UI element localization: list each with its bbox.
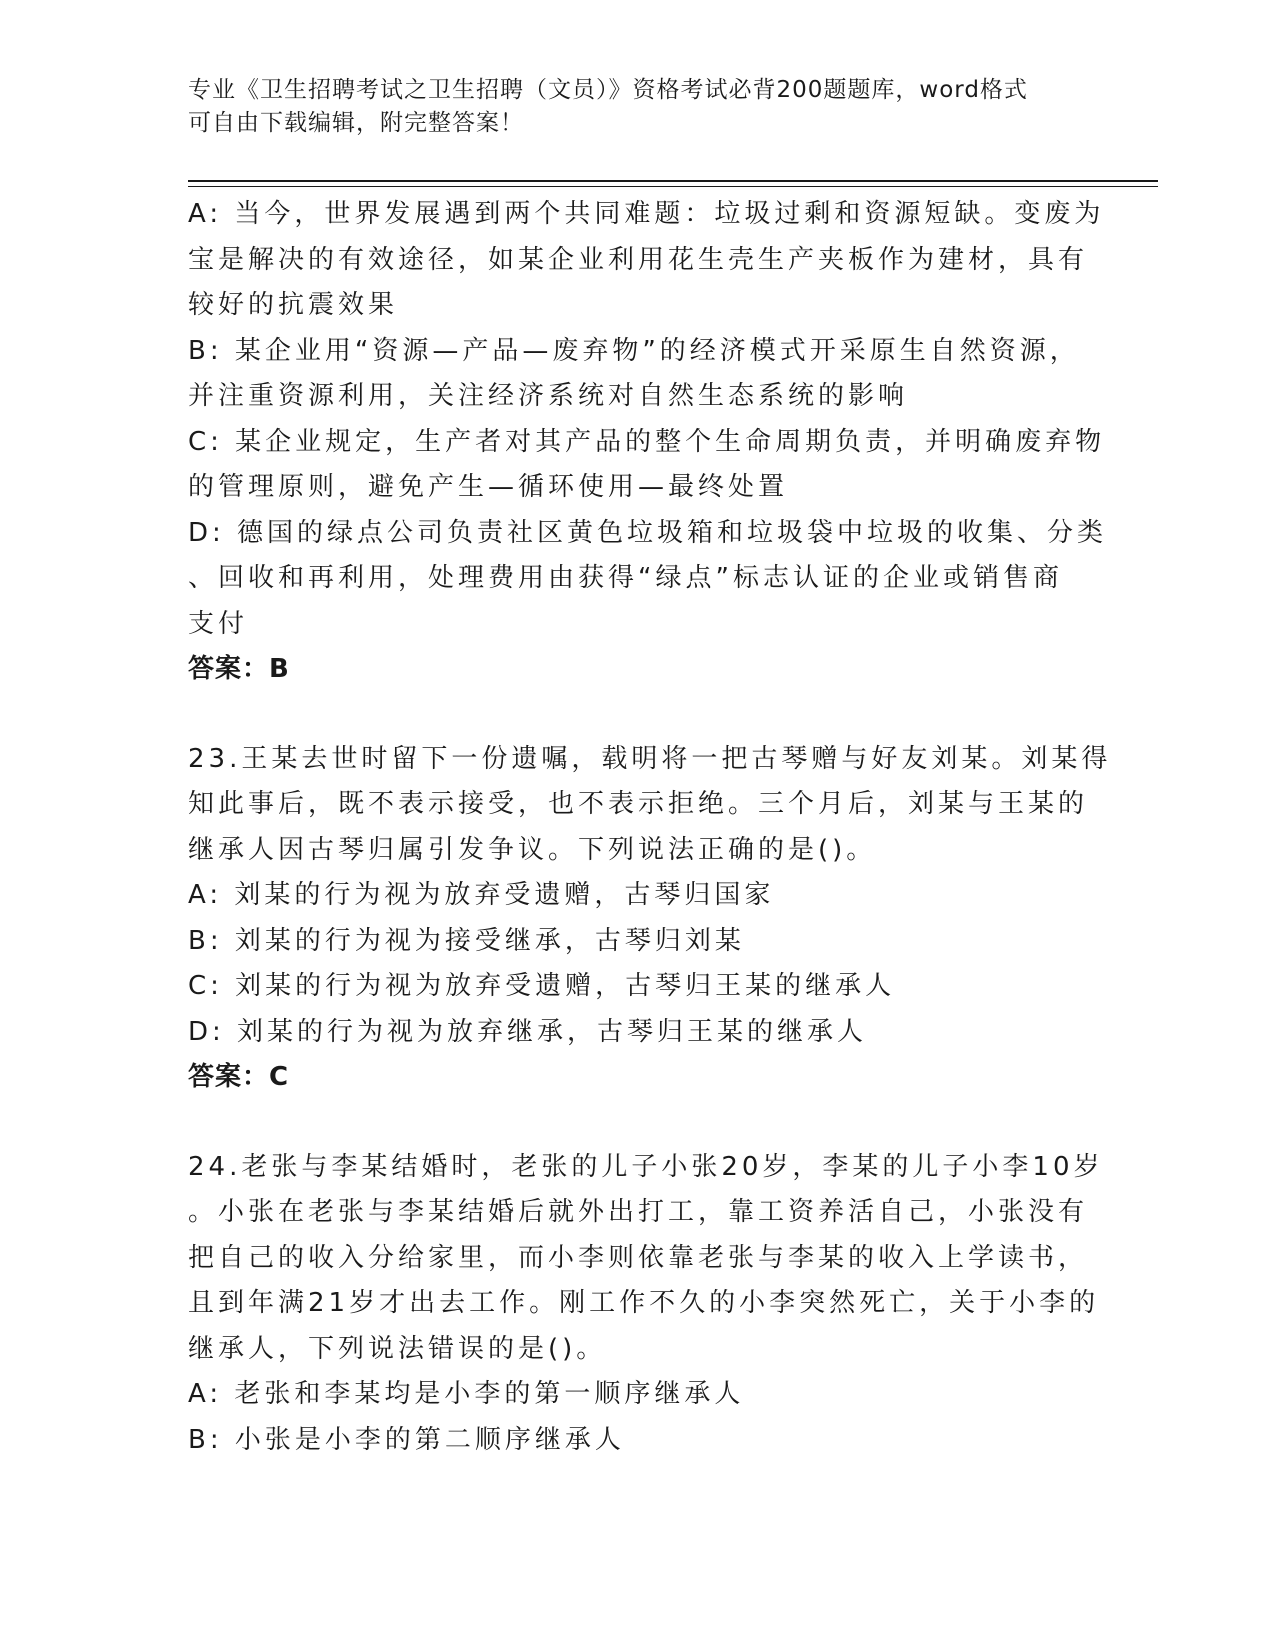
question-stem-line-2: 。小张在老张与李某结婚后就外出打工，靠工资养活自己，小张没有: [188, 1197, 1089, 1227]
question-23: [188, 737, 1112, 1101]
option-c: C: 刘某的行为视为放弃受遗赠，古琴归王某的继承人: [188, 971, 896, 1001]
question-stem-line-3: 继承人因古琴归属引发争议。下列说法正确的是()。: [188, 834, 877, 865]
option-a: A: 老张和李某均是小李的第一顺序继承人: [188, 1379, 745, 1409]
question-stem-line-4: 且到年满21岁才出去工作。刚工作不久的小李突然死亡，关于小李的: [188, 1288, 1100, 1318]
document-header: [188, 74, 1068, 140]
option-b-line-2: 并注重资源利用，关注经济系统对自然生态系统的影响: [188, 381, 909, 411]
option-a-line-2: 宝是解决的有效途径，如某企业利用花生壳生产夹板作为建材，具有: [188, 244, 1089, 275]
question-stem-line-1: 24.老张与李某结婚时，老张的儿子小张20岁，李某的儿子小李10岁: [188, 1151, 1104, 1182]
answer-22: 答案：B: [188, 654, 290, 684]
spacer: [188, 693, 1088, 737]
answer-23: 答案：C: [188, 1062, 290, 1092]
question-stem-line-3: 把自己的收入分给家里，而小李则依靠老张与李某的收入上学读书，: [188, 1242, 1089, 1273]
question-stem-line-2: 知此事后，既不表示接受，也不表示拒绝。三个月后，刘某与王某的: [188, 789, 1089, 819]
option-a: A: 刘某的行为视为放弃受遗赠，古琴归国家: [188, 880, 775, 910]
option-c-line-2: 的管理原则，避免产生—循环使用—最终处置: [188, 472, 789, 502]
option-d-line-1: D: 德国的绿点公司负责社区黄色垃圾箱和垃圾袋中垃圾的收集、分类: [188, 517, 1108, 548]
option-b: B: 刘某的行为视为接受继承，古琴归刘某: [188, 925, 745, 956]
option-b-line-1: B: 某企业用“资源—产品—废弃物”的经济模式开采原生自然资源，: [188, 335, 1080, 366]
question-22-options: [188, 192, 1108, 693]
header-divider-thin: [188, 186, 1158, 187]
header-line-1: 专业《卫生招聘考试之卫生招聘（文员）》资格考试必背200题题库，word格式: [188, 77, 1028, 103]
option-a-line-1: A: 当今，世界发展遇到两个共同难题：垃圾过剩和资源短缺。变废为: [188, 199, 1105, 229]
document-body: [188, 192, 1112, 1463]
question-24: [188, 1145, 1104, 1464]
question-stem-line-1: 23.王某去世时留下一份遗嘱，载明将一把古琴赠与好友刘某。刘某得: [188, 743, 1112, 774]
header-line-2: 可自由下载编辑，附完整答案！: [188, 110, 524, 136]
question-stem-line-5: 继承人，下列说法错误的是()。: [188, 1333, 607, 1364]
option-b: B: 小张是小李的第二顺序继承人: [188, 1424, 625, 1455]
option-c-line-1: C: 某企业规定，生产者对其产品的整个生命周期负责，并明确废弃物: [188, 426, 1106, 457]
option-d-line-3: 支付: [188, 608, 249, 639]
option-d: D: 刘某的行为视为放弃继承，古琴归王某的继承人: [188, 1016, 868, 1047]
spacer: [188, 1101, 1088, 1145]
header-divider-thick: [188, 180, 1158, 182]
option-d-line-2: 、回收和再利用，处理费用由获得“绿点”标志认证的企业或销售商: [188, 563, 1063, 593]
option-a-line-3: 较好的抗震效果: [188, 290, 399, 320]
